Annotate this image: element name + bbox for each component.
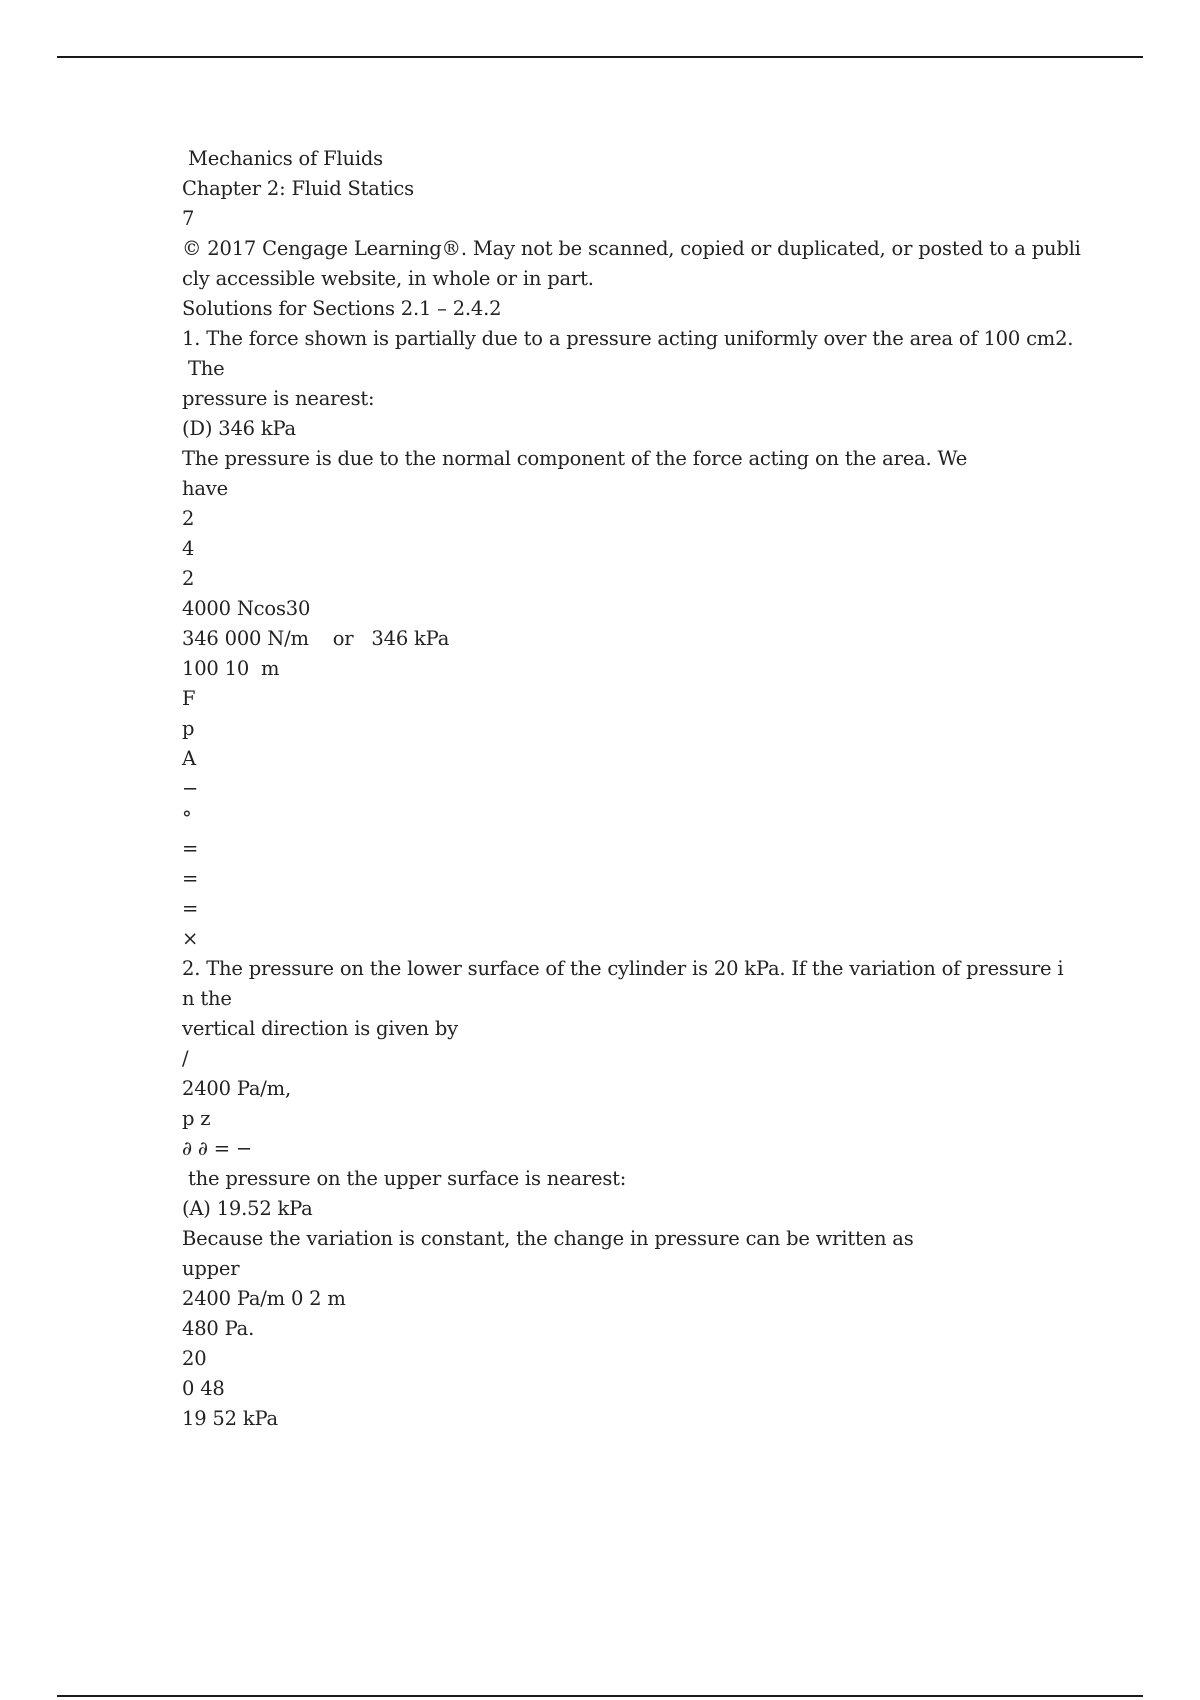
doc-line: vertical direction is given by	[182, 1017, 458, 1040]
doc-line: pressure is nearest:	[182, 387, 375, 410]
doc-line: cly accessible website, in whole or in part.	[182, 267, 594, 290]
doc-line: A	[182, 747, 196, 770]
doc-line: F	[182, 687, 196, 710]
doc-line: 4000 Ncos30	[182, 597, 311, 620]
doc-line: 0 48	[182, 1377, 225, 1400]
doc-line: the pressure on the upper surface is nearest:	[182, 1167, 627, 1190]
footer-rule	[57, 1695, 1143, 1697]
doc-line: 2. The pressure on the lower surface of the cylinder is 20 kPa. If the variation of pressure i	[182, 957, 1064, 980]
doc-line: ×	[182, 927, 199, 950]
doc-line: n the	[182, 987, 232, 1010]
doc-line: 346 000 N/m or 346 kPa	[182, 627, 450, 650]
doc-line: 20	[182, 1347, 207, 1370]
doc-line: (A) 19.52 kPa	[182, 1197, 313, 1220]
doc-line: Mechanics of Fluids	[182, 147, 383, 170]
document-body	[182, 144, 1081, 1434]
doc-line: =	[182, 837, 199, 860]
doc-line: Solutions for Sections 2.1 – 2.4.2	[182, 297, 502, 320]
doc-line: 7	[182, 207, 195, 230]
doc-line: °	[182, 807, 192, 830]
doc-line: © 2017 Cengage Learning®. May not be scanned, copied or duplicated, or posted to a publi	[182, 237, 1081, 260]
doc-line: 19 52 kPa	[182, 1407, 278, 1430]
doc-line: 2	[182, 567, 195, 590]
doc-line: =	[182, 867, 199, 890]
doc-line: The	[182, 357, 225, 380]
doc-line: (D) 346 kPa	[182, 417, 296, 440]
doc-line: 100 10 m	[182, 657, 280, 680]
doc-line: Chapter 2: Fluid Statics	[182, 177, 414, 200]
doc-line: 2	[182, 507, 195, 530]
doc-line: p	[182, 717, 195, 740]
doc-line: /	[182, 1047, 189, 1070]
doc-line: upper	[182, 1257, 240, 1280]
doc-line: =	[182, 897, 199, 920]
doc-line: 2400 Pa/m 0 2 m	[182, 1287, 346, 1310]
doc-line: The pressure is due to the normal component of the force acting on the area. We	[182, 447, 968, 470]
doc-line: 1. The force shown is partially due to a pressure acting uniformly over the area of 100 cm2.	[182, 327, 1074, 350]
doc-line: 4	[182, 537, 195, 560]
doc-line: p z	[182, 1107, 211, 1130]
doc-line: have	[182, 477, 228, 500]
doc-line: Because the variation is constant, the change in pressure can be written as	[182, 1227, 914, 1250]
header-rule	[57, 56, 1143, 58]
doc-line: ∂ ∂ = −	[182, 1137, 253, 1160]
doc-line: 480 Pa.	[182, 1317, 255, 1340]
doc-line: −	[182, 777, 199, 800]
doc-line: 2400 Pa/m,	[182, 1077, 291, 1100]
